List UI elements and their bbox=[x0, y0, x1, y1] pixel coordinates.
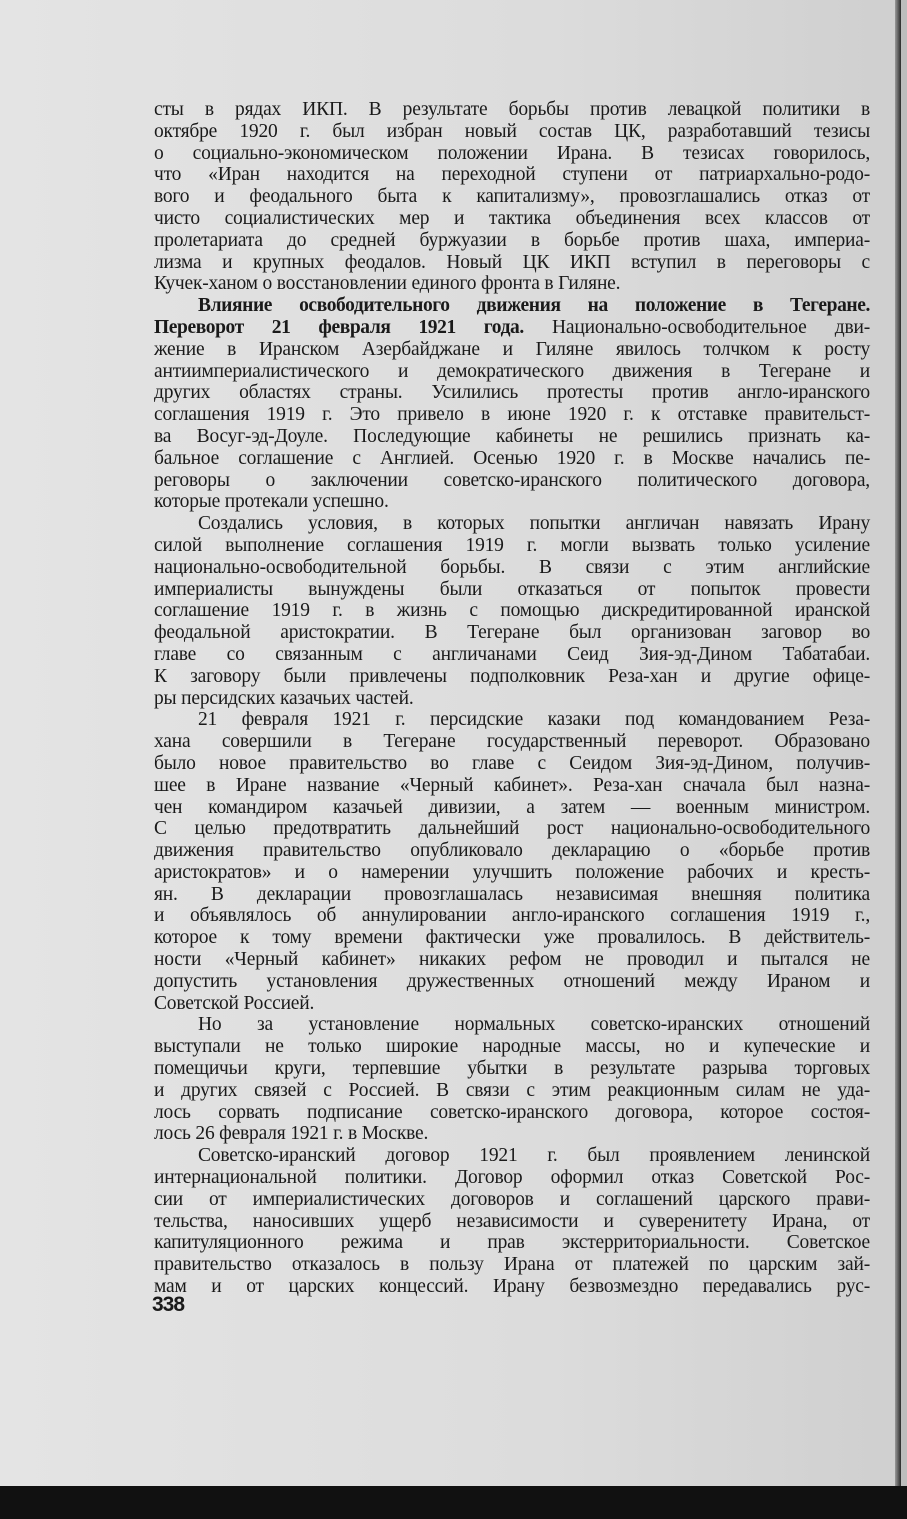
text-line: Советско-иранский договор 1921 г. был проявлением ленинской bbox=[198, 1145, 870, 1167]
text-line: что «Иран находится на переходной ступени от патриархально-родо- bbox=[154, 164, 870, 186]
paragraph bbox=[154, 709, 870, 1014]
text-line: пролетариата до средней буржуазии в борьбе против шаха, империа- bbox=[154, 229, 870, 251]
text-line: жение в Иранском Азербайджане и Гиляне явилось толчком к росту bbox=[154, 338, 870, 360]
page-number: 338 bbox=[152, 1293, 185, 1316]
paragraph bbox=[154, 1145, 870, 1298]
text-line: лось 26 февраля 1921 г. в Москве. bbox=[154, 1123, 429, 1145]
text-line: ности «Черный кабинет» никаких рефом не проводил и пытался не bbox=[154, 949, 870, 971]
text-line: К заговору были привлечены подполковник Реза-хан и другие офице- bbox=[154, 665, 870, 687]
section-heading: Переворот 21 февраля 1921 года. bbox=[154, 316, 524, 338]
text-line: ян. В декларации провозглашалась независимая внешняя политика bbox=[154, 883, 870, 905]
text-line: главе со связанным с англичанами Сеид Зия-эд-Дином Табатабаи. bbox=[154, 643, 870, 665]
text-line: других областях страны. Усилились протесты против англо-иранского bbox=[154, 382, 870, 404]
text-line: Кучек-ханом о восстановлении единого фронта в Гиляне. bbox=[154, 273, 621, 295]
text-line: аристократов» и о намерении улучшить положение рабочих и кресть- bbox=[154, 861, 870, 883]
text-line: лось сорвать подписание советско-иранского договора, которое состоя- bbox=[154, 1101, 870, 1123]
text-line: и объявлялось об аннулировании англо-иранского соглашения 1919 г., bbox=[154, 905, 870, 927]
paragraph bbox=[154, 295, 870, 513]
text-line: о социально-экономическом положении Ирана. В тезисах говорилось, bbox=[154, 142, 870, 164]
text-line bbox=[154, 295, 870, 317]
text-line: сты в рядах ИКП. В результате борьбы против левацкой политики в bbox=[154, 99, 870, 120]
text-line: реговоры о заключении советско-иранского политического договора, bbox=[154, 469, 870, 491]
text-line: империалисты вынуждены были отказаться от попыток провести bbox=[154, 578, 870, 600]
section-heading: Влияние освободительного движения на положение в Тегеране. bbox=[198, 295, 870, 317]
text-line: хана совершили в Тегеране государственный переворот. Образовано bbox=[154, 731, 870, 753]
scan-page-edge bbox=[895, 0, 901, 1486]
text-line: ры персидских казачьих частей. bbox=[154, 687, 414, 709]
line-text: Национально-освободительное дви- bbox=[523, 316, 870, 338]
text-line: правительство отказалось в пользу Ирана от платежей по царским зай- bbox=[154, 1254, 870, 1276]
text-line: помещичьи круги, терпевшие убытки в результате разрыва торговых bbox=[154, 1058, 870, 1080]
text-line: лизма и крупных феодалов. Новый ЦК ИКП вступил в переговоры с bbox=[154, 251, 870, 273]
text-line: национально-освободительной борьбы. В связи с этим английские bbox=[154, 556, 870, 578]
text-line: допустить установления дружественных отношений между Ираном и bbox=[154, 970, 870, 992]
text-line: октябре 1920 г. был избран новый состав ЦК, разработавший тезисы bbox=[154, 120, 870, 142]
paragraph bbox=[154, 513, 870, 709]
text-line: силой выполнение соглашения 1919 г. могли вызвать только усиление bbox=[154, 534, 870, 556]
text-line: выступали не только широкие народные массы, но и купеческие и bbox=[154, 1036, 870, 1058]
text-line: которые протекали успешно. bbox=[154, 491, 389, 513]
text-line: 21 февраля 1921 г. персидские казаки под командованием Реза- bbox=[198, 709, 870, 731]
text-line: С целью предотвратить дальнейший рост национально-освободительного bbox=[154, 818, 870, 840]
text-line: ва Восуг-эд-Доуле. Последующие кабинеты не решились признать ка- bbox=[154, 425, 870, 447]
paragraph bbox=[154, 99, 870, 295]
text-line: бальное соглашение с Англией. Осенью 1920 г. в Москве начались пе- bbox=[154, 447, 870, 469]
text-line: тельства, наносивших ущерб независимости и суверенитету Ирана, от bbox=[154, 1210, 870, 1232]
text-line: антиимпериалистического и демократического движения в Тегеране и bbox=[154, 360, 870, 382]
scan-bottom-edge bbox=[0, 1486, 907, 1519]
scan-margin bbox=[901, 0, 907, 1486]
text-line: соглашение 1919 г. в жизнь с помощью дискредитированной иранской bbox=[154, 600, 870, 622]
text-line: чен командиром казачьей дивизии, а затем — военным министром. bbox=[154, 796, 870, 818]
text-line: сии от империалистических договоров и соглашений царского прави- bbox=[154, 1188, 870, 1210]
text-line: и других связей с Россией. В связи с этим реакционным силам не уда- bbox=[154, 1079, 870, 1101]
paragraph bbox=[154, 1014, 870, 1145]
text-line: шее в Иране название «Черный кабинет». Реза-хан сначала был назна- bbox=[154, 774, 870, 796]
text-line: чисто социалистических мер и тактика объединения всех классов от bbox=[154, 207, 870, 229]
text-line: мам и от царских концессий. Ирану безвозмездно передавались рус- bbox=[154, 1276, 870, 1298]
text-line bbox=[154, 317, 870, 339]
page-body bbox=[154, 99, 870, 1298]
text-line: капитуляционного режима и прав экстерриториальности. Советское bbox=[154, 1232, 870, 1254]
text-line: было новое правительство во главе с Сеидом Зия-эд-Дином, получив- bbox=[154, 752, 870, 774]
text-line: Создались условия, в которых попытки англичан навязать Ирану bbox=[198, 513, 870, 535]
text-line: Советской Россией. bbox=[154, 992, 315, 1014]
text-line: движения правительство опубликовало декларацию о «борьбе против bbox=[154, 840, 870, 862]
text-line: вого и феодального быта к капитализму», провозглашались отказ от bbox=[154, 186, 870, 208]
text-line: соглашения 1919 г. Это привело в июне 1920 г. к отставке правительст- bbox=[154, 404, 870, 426]
text-line: феодальной аристократии. В Тегеране был организован заговор во bbox=[154, 622, 870, 644]
text-line: которое к тому времени фактически уже провалилось. В действитель- bbox=[154, 927, 870, 949]
text-line: Но за установление нормальных советско-иранских отношений bbox=[198, 1014, 870, 1036]
text-line: интернациональной политики. Договор оформил отказ Советской Рос- bbox=[154, 1167, 870, 1189]
